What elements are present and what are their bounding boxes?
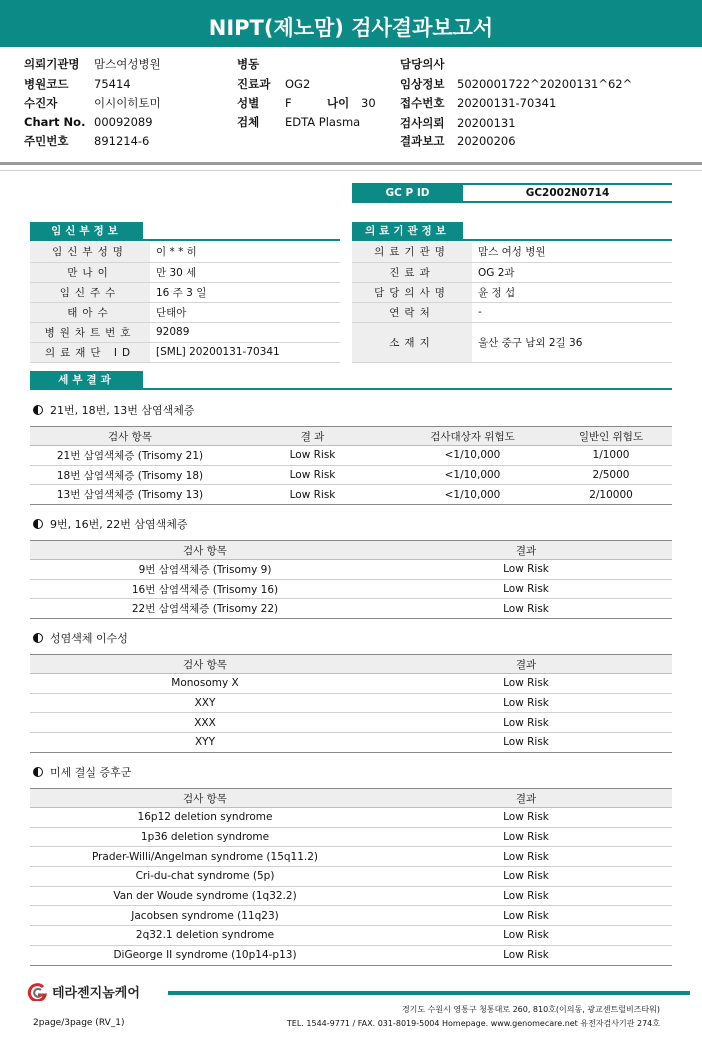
details-tab: 세부결과 [30, 371, 143, 389]
pregnant-info-label: 임신부성명 [30, 242, 150, 262]
table-row [30, 674, 672, 694]
institution-info-label: 담당의사명 [352, 282, 472, 302]
result-cell: Low Risk [380, 560, 672, 580]
table-row [30, 599, 672, 619]
pregnant-info-value: 16 주 3 일 [150, 282, 340, 302]
institution-info-table [352, 242, 672, 363]
institution-info-row [352, 262, 672, 282]
gcp-id-value: GC2002N0714 [463, 183, 672, 203]
test-item-cell: 18번 삼염색체증 (Trisomy 18) [30, 465, 230, 485]
half-circle-icon [33, 405, 43, 415]
gcp-id-box [352, 183, 672, 203]
pregnant-info-row [30, 262, 340, 282]
column-header: 결과 [380, 541, 672, 560]
header-report: 결과보고 20200206 [400, 134, 516, 148]
header-dept: 진료과 OG2 [237, 77, 311, 91]
header-age: 나이 30 [327, 96, 376, 110]
table-row [30, 733, 672, 753]
column-header: 검사 항목 [30, 541, 380, 560]
section-trisomy-21-18-13-title: 21번, 18번, 13번 삼염색체증 [33, 402, 194, 418]
section-sex-chromosome-title: 성염색체 이수성 [33, 630, 128, 646]
header-doctor: 담당의사 [400, 57, 445, 71]
test-item-cell: 9번 삼염색체증 (Trisomy 9) [30, 560, 380, 580]
result-cell: Low Risk [230, 446, 395, 466]
pregnant-info-label: 병원차트번호 [30, 322, 150, 342]
result-cell: Low Risk [380, 579, 672, 599]
result-cell: 1/1000 [550, 446, 672, 466]
institution-info-rule [352, 239, 672, 241]
table-row [30, 945, 672, 965]
column-header: 일반인 위험도 [550, 427, 672, 446]
test-item-cell: 22번 삼염색체증 (Trisomy 22) [30, 599, 380, 619]
result-cell: <1/10,000 [395, 465, 550, 485]
table-row [30, 446, 672, 466]
pregnant-info-label: 임신주수 [30, 282, 150, 302]
table-row [30, 465, 672, 485]
pregnant-info-value: 단태아 [150, 302, 340, 322]
header-hospital: 의뢰기관명 맘스여성병원 [24, 57, 161, 71]
header-request: 검사의뢰 20200131 [400, 116, 516, 130]
pregnant-info-rule [30, 239, 340, 241]
table-row [30, 926, 672, 946]
institution-info-value: OG 2과 [472, 262, 672, 282]
column-header: 결과 [380, 655, 672, 674]
institution-info-row [352, 302, 672, 322]
pregnant-info-label: 태아수 [30, 302, 150, 322]
result-cell: 2/5000 [550, 465, 672, 485]
test-item-cell: 1p36 deletion syndrome [30, 827, 380, 847]
institution-info-value: - [472, 302, 672, 322]
institution-info-label: 연락처 [352, 302, 472, 322]
header-clinical: 임상정보 5020001722^20200131^62^ [400, 77, 633, 91]
pregnant-info-value: 이 * * 히 [150, 242, 340, 262]
institution-info-row [352, 242, 672, 262]
section-microdeletion-title: 미세 결실 증후군 [33, 764, 131, 780]
footer-address: 경기도 수원시 영통구 청통대로 260, 810호(이의동, 광교센트럴비즈타워) [401, 1005, 660, 1014]
column-header: 결 과 [230, 427, 395, 446]
table-row [30, 827, 672, 847]
result-cell: Low Risk [230, 485, 395, 505]
microdeletion-table [30, 788, 672, 966]
table-row [30, 847, 672, 867]
test-item-cell: Monosomy X [30, 674, 380, 694]
header-divider-thin [0, 170, 702, 171]
test-item-cell: XXX [30, 713, 380, 733]
page-number: 2page/3page (RV_1) [33, 1018, 125, 1028]
result-cell: Low Risk [380, 847, 672, 867]
header-hospcode: 병원코드 75414 [24, 77, 131, 91]
header-accession: 접수번호 20200131-70341 [400, 96, 557, 110]
table-row [30, 485, 672, 505]
test-item-cell: 13번 삼염색체증 (Trisomy 13) [30, 485, 230, 505]
section-trisomy-9-16-22-title: 9번, 16번, 22번 삼염색체증 [33, 516, 187, 532]
test-item-cell: 16p12 deletion syndrome [30, 808, 380, 828]
pregnant-info-table [30, 242, 340, 363]
test-item-cell: 16번 삼염색체증 (Trisomy 16) [30, 579, 380, 599]
table-row [30, 579, 672, 599]
pregnant-info-value: [SML] 20200131-70341 [150, 342, 340, 362]
header-chart: Chart No. 00092089 [24, 115, 153, 129]
table-row [30, 886, 672, 906]
footer-contact: TEL. 1544-9771 / FAX. 031-8019-5004 Homepage. www.genomecare.net 유전자검사기관 274호 [286, 1019, 660, 1028]
pregnant-info-value: 만 30 세 [150, 262, 340, 282]
column-header: 검사대상자 위험도 [395, 427, 550, 446]
result-cell: Low Risk [380, 693, 672, 713]
test-item-cell: 21번 삼염색체증 (Trisomy 21) [30, 446, 230, 466]
header-specimen: 검체 EDTA Plasma [237, 115, 361, 129]
half-circle-icon [33, 519, 43, 529]
pregnant-info-label: 의료재단 ID [30, 342, 150, 362]
result-cell: Low Risk [380, 867, 672, 887]
header-patient: 수진자 이시이히토미 [24, 96, 161, 110]
institution-info-label: 진료과 [352, 262, 472, 282]
pregnant-info-row [30, 302, 340, 322]
pregnant-info-row [30, 242, 340, 262]
result-cell: Low Risk [380, 713, 672, 733]
column-header: 검사 항목 [30, 789, 380, 808]
table-row [30, 906, 672, 926]
footer-rule [168, 991, 690, 995]
institution-info-label: 소재지 [352, 322, 472, 362]
header-rrn: 주민번호 891214-6 [24, 134, 150, 148]
table-row [30, 560, 672, 580]
genomecare-logo-icon [27, 983, 49, 1001]
gcp-id-label: GC P ID [352, 183, 463, 203]
test-item-cell: Cri-du-chat syndrome (5p) [30, 867, 380, 887]
pregnant-info-label: 만나이 [30, 262, 150, 282]
result-cell: Low Risk [380, 808, 672, 828]
column-header: 결과 [380, 789, 672, 808]
pregnant-info-row [30, 342, 340, 362]
report-title: NIPT(제노맘) 검사결과보고서 [0, 0, 702, 47]
pregnant-info-tab: 임신부정보 [30, 222, 143, 240]
header-divider [0, 162, 702, 165]
column-header: 검사 항목 [30, 427, 230, 446]
result-cell: Low Risk [230, 465, 395, 485]
test-item-cell: XYY [30, 733, 380, 753]
result-cell: Low Risk [380, 733, 672, 753]
header-ward: 병동 [237, 57, 260, 71]
half-circle-icon [33, 633, 43, 643]
result-cell: Low Risk [380, 886, 672, 906]
result-cell: Low Risk [380, 599, 672, 619]
result-cell: 2/10000 [550, 485, 672, 505]
pregnant-info-row [30, 322, 340, 342]
header-sex: 성별 F [237, 96, 292, 110]
details-rule [30, 388, 672, 390]
test-item-cell: 2q32.1 deletion syndrome [30, 926, 380, 946]
institution-info-row [352, 282, 672, 302]
result-cell: <1/10,000 [395, 485, 550, 505]
institution-info-value: 맘스 여성 병원 [472, 242, 672, 262]
table-row [30, 808, 672, 828]
result-cell: Low Risk [380, 674, 672, 694]
column-header: 검사 항목 [30, 655, 380, 674]
trisomy-21-18-13-table [30, 426, 672, 505]
result-cell: Low Risk [380, 827, 672, 847]
institution-info-value: 윤 정 섭 [472, 282, 672, 302]
test-item-cell: XXY [30, 693, 380, 713]
company-logo: 테라젠지놈케어 [27, 982, 140, 1001]
table-row [30, 713, 672, 733]
test-item-cell: DiGeorge II syndrome (10p14-p13) [30, 945, 380, 965]
report-header [0, 52, 702, 160]
result-cell: Low Risk [380, 926, 672, 946]
pregnant-info-value: 92089 [150, 322, 340, 342]
trisomy-9-16-22-table [30, 540, 672, 619]
pregnant-info-row [30, 282, 340, 302]
sex-chromosome-table [30, 654, 672, 753]
institution-info-value: 울산 중구 남외 2길 36 [472, 322, 672, 362]
test-item-cell: Van der Woude syndrome (1q32.2) [30, 886, 380, 906]
result-cell: <1/10,000 [395, 446, 550, 466]
table-row [30, 693, 672, 713]
institution-info-label: 의료기관명 [352, 242, 472, 262]
institution-info-tab: 의료기관정보 [352, 222, 463, 240]
result-cell: Low Risk [380, 945, 672, 965]
table-row [30, 867, 672, 887]
test-item-cell: Jacobsen syndrome (11q23) [30, 906, 380, 926]
result-cell: Low Risk [380, 906, 672, 926]
half-circle-icon [33, 767, 43, 777]
test-item-cell: Prader-Willi/Angelman syndrome (15q11.2) [30, 847, 380, 867]
